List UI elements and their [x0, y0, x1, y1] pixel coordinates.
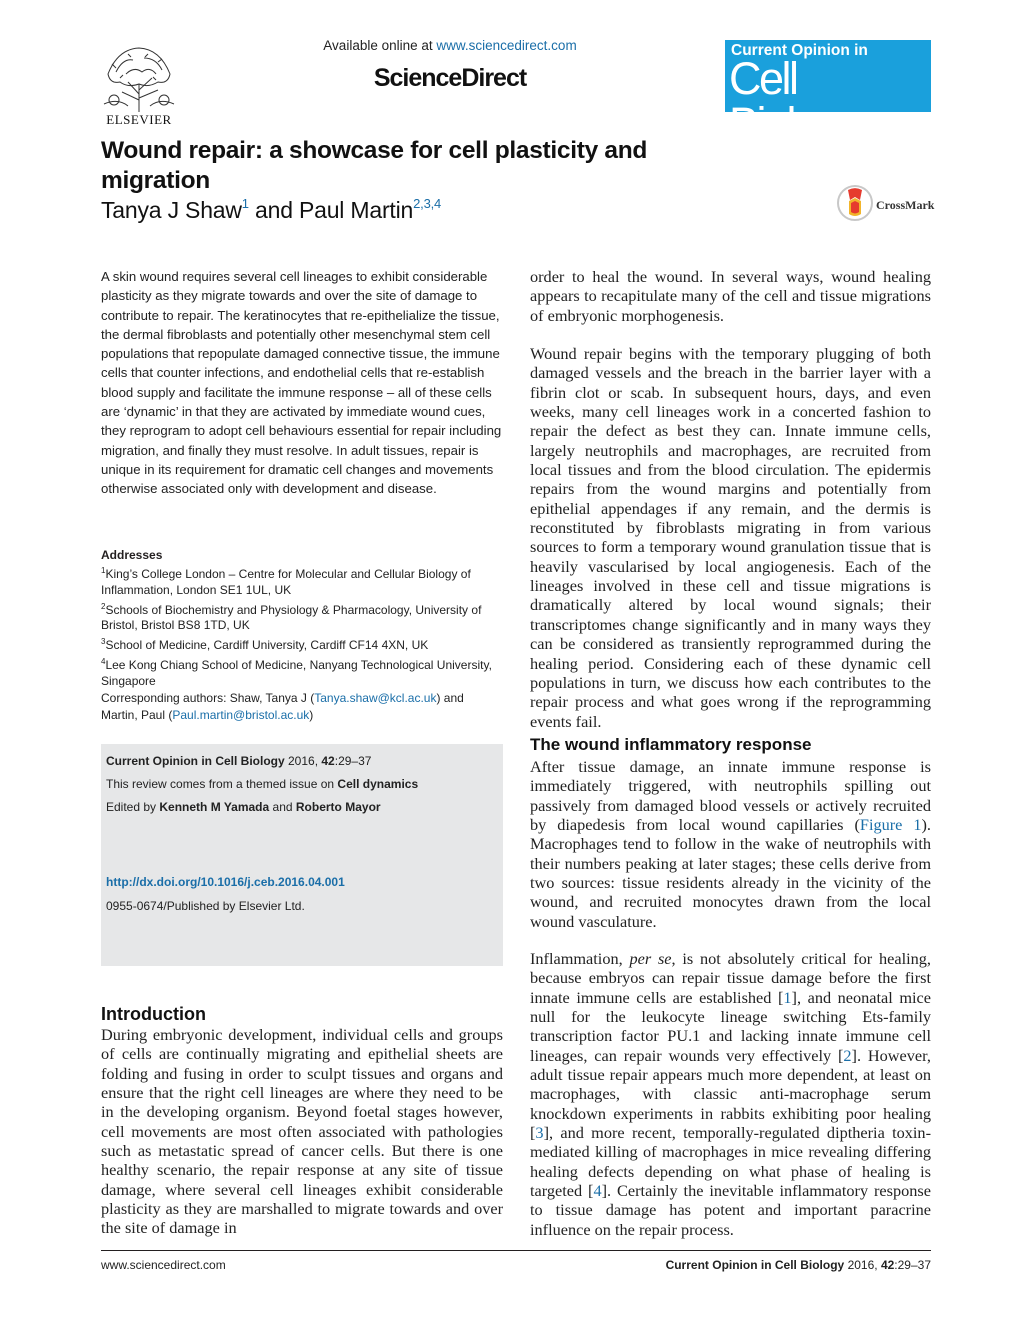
- corresponding-text: Corresponding authors: Shaw, Tanya J (: [101, 691, 315, 705]
- body-paragraph: Wound repair begins with the temporary plugging of both damaged vessels and the breach in the barrier layer with a fibrin clot or scab. In subsequent hours, days, and even weeks, many cell lineages work in a concerted fashion to repair the defect as best they can. Innate immune cells, largely neutrophils and macrophages, are recruited from local tissues and from the blood circulation. The epidermis repairs from the wound margins and potentially from epithelial appendages if any remain, and the dermis is reconstituted by fibroblasts migrating in from various sources to form a temporary wound granulation tissue that is heavily vascularised by local angiogenesis. Each of the lineages involved in these cell and tissue migrations is dramatically altered by local wound signals; their transcriptomes change significantly and in many ways they can be considered as transiently reprogrammed during the healing period. Considering each of these dynamic cell populations in turn, we discuss how each contributes to the repair process and what goes wrong if the reprogramming events fail.: [530, 344, 931, 731]
- corresponding-text: ): [309, 708, 314, 722]
- reference-link-3[interactable]: 3: [535, 1123, 544, 1143]
- address-text: King’s College London – Centre for Molecular and Cellular Biology of Inflammation, London SE1 1UL, UK: [101, 567, 471, 597]
- address-item: [101, 563, 503, 599]
- journal-logo-line1: Current Opinion in: [731, 42, 868, 59]
- crossmark-label: CrossMark: [876, 198, 935, 212]
- article-title: Wound repair: a showcase for cell plasticity and migration: [101, 137, 648, 194]
- introduction-paragraph: During embryonic development, individual cells and groups of cells are continually migrating and epithelial sheets are folding and fusing in order to sculpt tissues and organs and ensure that the right cell lineages are where they need to be in the developing organism. Beyond foetal stages however, cell movements are most often associated with pathologies such as metastatic spread of cancer cells. But there is one healthy scenario, the repair response at any site of tissue damage, where several cell lineages exhibit considerable plasticity as they are marshalled to migrate towards and over the site of damage in: [101, 1025, 503, 1238]
- address-number: 3: [101, 637, 106, 647]
- address-number: 4: [101, 656, 106, 666]
- address-text: Lee Kong Chiang School of Medicine, Nanyang Technological University, Singapore: [101, 657, 492, 688]
- editor-name: Roberto Mayor: [295, 800, 381, 814]
- available-online: [270, 38, 630, 53]
- reference-link-1[interactable]: 1: [783, 987, 792, 1007]
- reference-link-2[interactable]: 2: [843, 1045, 852, 1065]
- body-paragraph: order to heal the wound. In several ways, wound healing appears to recapitulate many of the cell and tissue migrations of embryonic morphogenesis.: [530, 267, 931, 325]
- citation-line: [106, 754, 371, 768]
- author-name: Paul Martin: [298, 197, 414, 223]
- emphasis-text: per se: [629, 949, 672, 968]
- body-text: ). Macrophages tend to follow in the wake of neutrophils with their numbers peaking at later stages; these cells derive from two sources: tissue residents already in the vicinity of the wound, and recruited monocytes drawn from the local wound vasculature.: [530, 815, 932, 931]
- body-text: ]. Certainly the inevitable inflammatory response to tissue damage has potent and important paracrine influence on the repair process.: [530, 1181, 931, 1239]
- address-text: Schools of Biochemistry and Physiology & Pharmacology, University of Bristol, Bristol BS8 1TD, UK: [101, 602, 482, 633]
- journal-name: Current Opinion in Cell Biology: [106, 754, 285, 768]
- sciencedirect-url-link[interactable]: www.sciencedirect.com: [436, 38, 577, 53]
- address-number: 2: [101, 601, 106, 611]
- addresses-heading: Addresses: [101, 548, 163, 562]
- abstract: A skin wound requires several cell lineages to exhibit considerable plasticity as they migrate towards and over the site of damage to contribute to repair. The keratinocytes that re-epithelialize the tissue, the dermal fibroblasts and potentially other mesenchymal stem cell populations that repopulate damaged connective tissue, the immune cells that counter infections, and endothelial cells that re-establish blood supply and facilitate the immune response – all of these cells are ‘dynamic’ in that they are activated by immediate wound cues, they reprogram to adopt cell behaviours essential for repair including migration, and finally they must resolve. In adult tissues, repair is unique in its requirement for dramatic cell changes and movements otherwise associated only with development and disease.: [101, 269, 502, 497]
- introduction-heading: Introduction: [101, 1004, 206, 1024]
- citation-pages: :29–37: [334, 754, 372, 768]
- address-item: [101, 599, 503, 635]
- footer-url: www.sciencedirect.com: [101, 1258, 226, 1272]
- editors-separator: and: [269, 800, 296, 814]
- body-paragraph: [530, 949, 931, 1239]
- body-text: Inflammation,: [530, 949, 630, 968]
- themed-issue-name: Cell dynamics: [337, 777, 419, 791]
- elsevier-wordmark: ELSEVIER: [106, 112, 172, 127]
- author-name: Tanya J Shaw: [101, 197, 242, 223]
- footer-citation: [666, 1258, 931, 1272]
- author-affiliation-link[interactable]: 1: [241, 196, 249, 211]
- footer-journal: Current Opinion in Cell Biology: [665, 1258, 845, 1272]
- footer-year: 2016,: [844, 1258, 881, 1272]
- available-prefix: Available online at: [323, 38, 437, 53]
- address-text: School of Medicine, Cardiff University, Cardiff CF14 4XN, UK: [105, 638, 429, 653]
- body-text: ], and more recent, temporally-regulated diptheria toxin-mediated killing of macrophages in mice revealing differing healing defects depending on what phase of healing is targeted [: [530, 1123, 931, 1201]
- email-link-martin[interactable]: Paul.martin@bristol.ac.uk: [172, 708, 310, 722]
- journal-logo-line2: Cell Biology: [729, 53, 860, 149]
- sciencedirect-logo: ScienceDirect: [373, 64, 527, 92]
- body-text: , is not absolutely critical for healing, because embryos can repair tissue damage before the first innate immune cells are established [: [530, 949, 931, 1007]
- crossmark-icon: [836, 184, 874, 222]
- corresponding-text: ) and Martin, Paul (: [101, 691, 464, 722]
- body-text: ], and neonatal mice null for the leukocyte lineage switching Ets-family transcription factor PU.1 and lacking innate immune cell lineages, can repair wounds very effectively [: [530, 987, 932, 1065]
- address-number: 1: [101, 566, 106, 575]
- citation-year: 2016,: [284, 754, 322, 768]
- inflammatory-response-heading: The wound inflammatory response: [530, 735, 812, 754]
- editor-name: Kenneth M Yamada: [159, 800, 270, 814]
- reference-link-4[interactable]: 4: [593, 1181, 602, 1201]
- address-item: [101, 634, 503, 654]
- citation-volume: 42: [321, 754, 335, 768]
- body-paragraph: [530, 757, 931, 931]
- body-text: After tissue damage, an innate immune response is immediately triggered, with neutrophils spilling out passively from damaged blood vessels or actively recruited by diapedesis from local wound capillaries (: [530, 757, 931, 835]
- themed-issue-line: [106, 777, 418, 791]
- address-list: [101, 563, 503, 690]
- footer-pages: :29–37: [894, 1258, 931, 1272]
- body-text: ]. However, adult tissue repair appears much more dependent, at least on macrophages, with classic anti-macrophage serum knockdown experiments in rabbits exhibiting poor healing [: [530, 1045, 931, 1143]
- issn-line: 0955-0674/Published by Elsevier Ltd.: [106, 899, 305, 913]
- author-list: [101, 196, 441, 224]
- corresponding-authors: [101, 690, 503, 724]
- editors-line: [106, 800, 381, 814]
- footer-volume: 42: [880, 1258, 895, 1272]
- journal-logo: [725, 40, 931, 149]
- footer-divider: [101, 1250, 931, 1251]
- themed-issue-prefix: This review comes from a themed issue on: [106, 777, 338, 791]
- editors-prefix: Edited by: [106, 800, 160, 814]
- figure-1-link[interactable]: Figure 1: [859, 815, 922, 835]
- doi-link[interactable]: http://dx.doi.org/10.1016/j.ceb.2016.04.001: [106, 875, 345, 889]
- article-info-box: [101, 744, 503, 966]
- email-link-shaw[interactable]: Tanya.shaw@kcl.ac.uk: [314, 691, 437, 705]
- author-affiliation-link[interactable]: 2,3,4: [413, 196, 442, 211]
- address-item: [101, 654, 503, 690]
- author-separator: and: [248, 197, 299, 223]
